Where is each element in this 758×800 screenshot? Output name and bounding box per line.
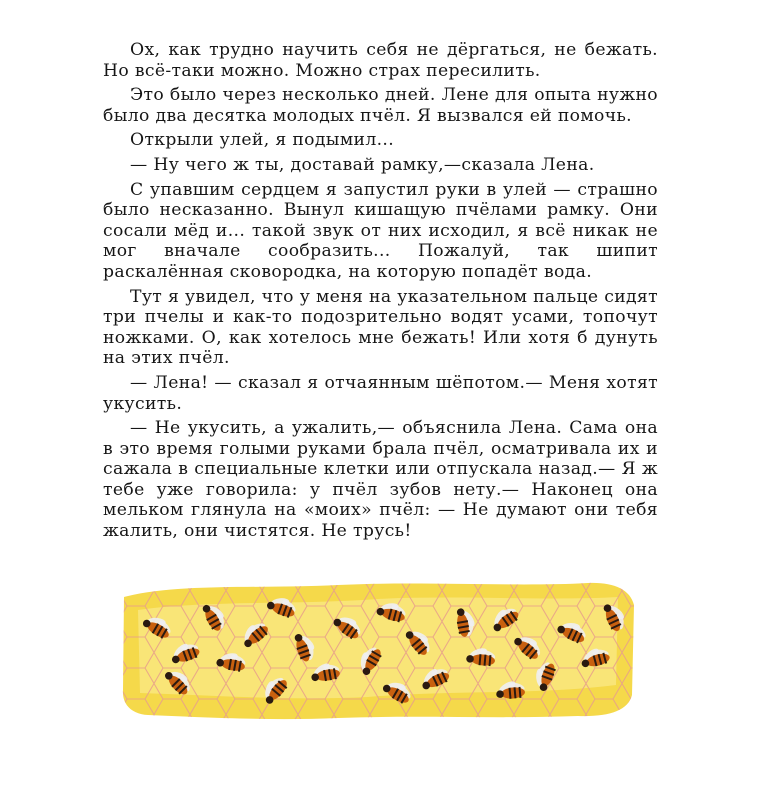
story-text xyxy=(103,40,658,546)
paragraph: Открыли улей, я подымил... xyxy=(130,130,395,151)
paragraph: Это было через несколько дней. Лене для опыта нужно было два десятка молодых пчёл. Я вызвался ей помочь. xyxy=(103,85,658,126)
honeycomb-bees-illustration xyxy=(118,575,638,725)
paragraph: С упавшим сердцем я запустил руки в улей — страшно было несказанно. Вынул кишащую пчёлами рамку. Они сосали мёд и... такой звук от них исходил, я всё никак не мог вначале сообразить... Пожалуй, так шипит раскалённая сковородка, на которую попадёт вода. xyxy=(103,179,658,282)
paragraph: — Не укусить, а ужалить,— объяснила Лена. Сама она в это время голыми руками брала пчёл, осматривала их и сажала в специальные клетки или отпускала назад.— Я ж тебе уже говорила: у пчёл зубов нету.— Наконец она мельком глянула на «моих» пчёл: — Не думают они тебя жалить, они чистятся. Не трусь! xyxy=(103,418,658,542)
paragraph: — Лена! — сказал я отчаянным шёпотом.— Меня хотят укусить. xyxy=(103,372,658,414)
paragraph: Тут я увидел, что у меня на указательном пальце сидят три пчелы и как-то подозрительно водят усами, топочут ножками. О, как хотелось мне бежать! Или хотя б дунуть на этих пчёл. xyxy=(103,286,658,369)
paragraph: Ох, как трудно научить себя не дёргаться, не бежать. Но всё-таки можно. Можно страх пересилить. xyxy=(103,40,658,81)
paragraph: — Ну чего ж ты, доставай рамку,—сказала Лена. xyxy=(130,154,595,175)
